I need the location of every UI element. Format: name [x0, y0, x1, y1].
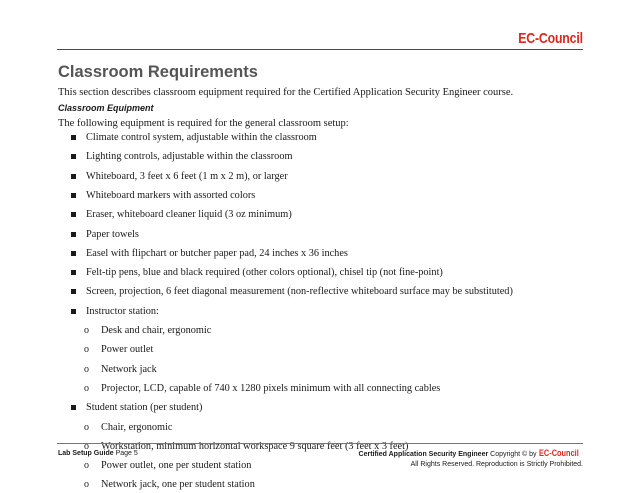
list-item — [86, 266, 443, 280]
circle-bullet-icon: o — [84, 382, 89, 394]
list-item — [86, 131, 317, 145]
square-bullet-icon — [71, 232, 76, 237]
list-item-text: Climate control system, adjustable within the classroom — [86, 132, 317, 143]
sub-list-item — [84, 421, 173, 435]
sub-list-item — [84, 324, 212, 338]
sub-list-item — [84, 459, 252, 473]
list-item-text: Projector, LCD, capable of 740 x 1280 pixels minimum with all connecting cables — [101, 382, 441, 394]
circle-bullet-icon: o — [84, 460, 89, 472]
list-item — [86, 208, 292, 222]
list-item-text: Screen, projection, 6 feet diagonal measurement (non-reflective whiteboard surface may be substituted) — [86, 286, 513, 298]
list-item — [86, 285, 513, 299]
list-item-text: Desk and chair, ergonomic — [101, 325, 212, 336]
square-bullet-icon — [71, 154, 76, 159]
square-bullet-icon — [71, 135, 76, 140]
list-item-text: Power outlet — [101, 344, 154, 356]
square-bullet-icon — [71, 270, 76, 275]
list-item — [86, 305, 159, 319]
list-item-text: Workstation, minimum horizontal workspace 9 square feet (3 feet x 3 feet) — [101, 440, 409, 452]
circle-bullet-icon: o — [84, 421, 89, 433]
list-item-text: Network jack — [101, 363, 157, 375]
circle-bullet-icon: o — [84, 440, 89, 452]
list-item-text: Paper towels — [86, 228, 139, 240]
list-item-text: Felt-tip pens, blue and black required (other colors optional), chisel tip (not fine-point) — [86, 267, 443, 279]
sub-list-item — [84, 343, 154, 357]
square-bullet-icon — [71, 309, 76, 314]
list-item-text: Lighting controls, adjustable within the classroom — [86, 151, 293, 163]
footer-copyright-line — [359, 448, 583, 460]
list-item-text: Chair, ergonomic — [101, 421, 173, 433]
header-divider — [57, 49, 583, 50]
list-item — [86, 401, 202, 415]
sub-list-item — [84, 478, 255, 492]
footer-copyright: Copyright © by — [490, 451, 537, 458]
section-intro: This section describes classroom equipment required for the Certified Application Security Engineer course. — [58, 87, 514, 98]
circle-bullet-icon: o — [84, 479, 89, 491]
circle-bullet-icon: o — [84, 363, 89, 375]
square-bullet-icon — [71, 289, 76, 294]
list-item-text: Instructor station: — [86, 305, 159, 317]
list-item-text: Power outlet, one per student station — [101, 460, 252, 472]
list-item-text: Network jack, one per student station — [101, 479, 255, 491]
list-item-text: Whiteboard markers with assorted colors — [86, 189, 256, 201]
list-item — [86, 170, 288, 184]
footer-rights: All Rights Reserved. Reproduction is Strictly Prohibited. — [410, 461, 583, 468]
square-bullet-icon — [71, 193, 76, 198]
list-item — [86, 247, 348, 261]
footer-course: Certified Application Security Engineer — [358, 451, 489, 458]
square-bullet-icon — [71, 405, 76, 410]
footer-brand: EC-Council — [538, 448, 579, 458]
footer-page-label: Page 5 — [115, 450, 138, 457]
square-bullet-icon — [71, 251, 76, 256]
list-item-text: Eraser, whiteboard cleaner liquid (3 oz minimum) — [86, 209, 292, 221]
ec-council-logo: EC-Council — [518, 30, 583, 47]
list-item — [86, 150, 292, 164]
section-title: Classroom Requirements — [58, 63, 258, 81]
list-lead: The following equipment is required for the general classroom setup: — [58, 118, 349, 129]
list-item-text: Whiteboard, 3 feet x 6 feet (1 m x 2 m), or larger — [86, 170, 288, 182]
sub-list-item — [84, 363, 157, 377]
footer-guide-label: Lab Setup Guide — [58, 450, 114, 457]
list-item — [86, 228, 139, 242]
sub-list-item — [84, 382, 441, 396]
circle-bullet-icon: o — [84, 325, 89, 336]
square-bullet-icon — [71, 174, 76, 179]
square-bullet-icon — [71, 212, 76, 217]
footer-left — [58, 450, 138, 457]
circle-bullet-icon: o — [84, 344, 89, 356]
subheading: Classroom Equipment — [58, 103, 154, 113]
footer-divider — [57, 443, 583, 444]
list-item — [86, 189, 255, 203]
list-item-text: Student station (per student) — [86, 402, 203, 414]
footer-right — [359, 448, 583, 470]
list-item-text: Easel with flipchart or butcher paper pad, 24 inches x 36 inches — [86, 247, 348, 259]
